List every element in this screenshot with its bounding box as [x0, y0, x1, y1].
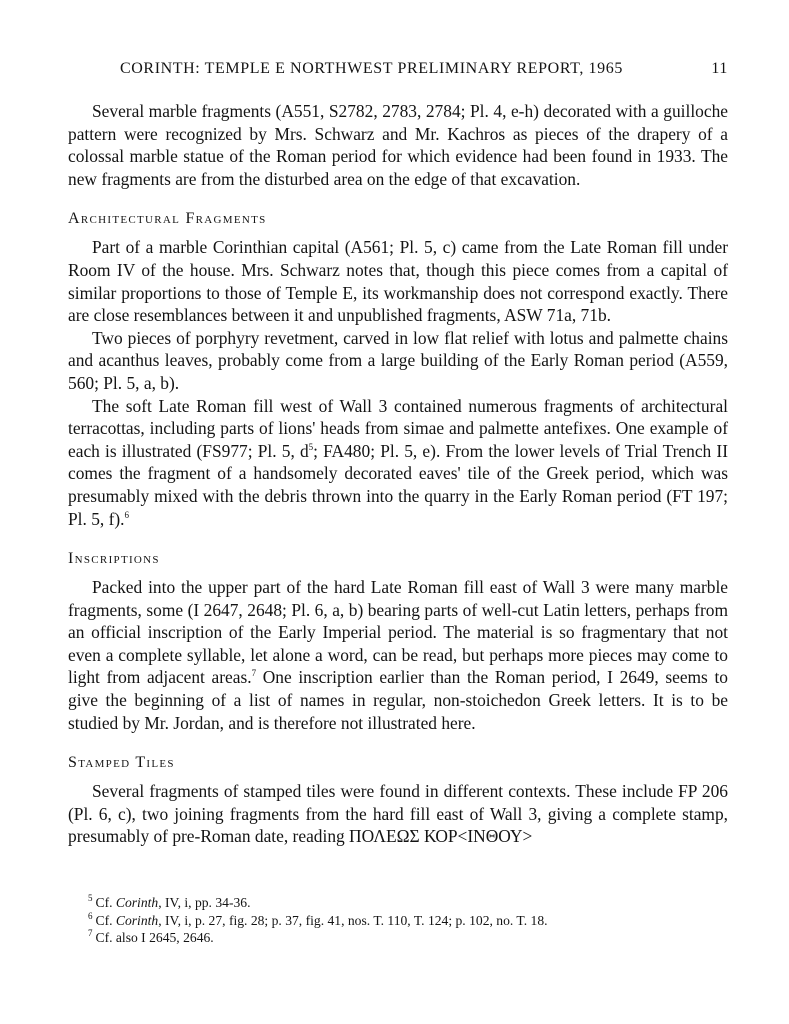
page: [68, 58, 728, 848]
footnote-italic: Corinth: [115, 895, 159, 910]
text-segment: One inscription earlier than the Roman period, I 2649, seems to give the beginning of a list of names in regular, non-stoichedon Greek letters. It is to be studied by Mr. Jordan, and is therefore not illustrated here.: [68, 667, 728, 733]
heading-architectural-fragments: Architectural Fragments: [68, 210, 267, 228]
running-title: CORINTH: TEMPLE E NORTHWEST PRELIMINARY REPORT, 1965: [120, 60, 623, 77]
text-segment: Packed into the upper part of the hard Late Roman fill east of Wall 3 were many marble fragments, some (I 2647, 2648; Pl. 6, a, b) bearing parts of well-cut Latin letters, perhaps from an official inscription of the Early Imperial period. The material is so fragmentary that not even a complete syllable, let alone a word, can be read, but perhaps more pieces may come to light from adjacent areas.: [68, 577, 728, 688]
footnote: [88, 912, 728, 930]
footnote-text: Cf. also I 2645, 2646.: [95, 930, 214, 945]
text-segment: ; FA480; Pl. 5, e). From the lower levels of Trial Trench II comes the fragment of a handsomely decorated eaves' tile of the Greek period, which was presumably mixed with the debris thrown into the quarry in the Early Roman period (FT 197; Pl. 5, f).: [68, 440, 728, 529]
running-head: [68, 58, 728, 80]
intro-paragraph: Several marble fragments (A551, S2782, 2783, 2784; Pl. 4, e-h) decorated with a guilloche pattern were recognized by Mrs. Schwarz and Mr. Kachros as pieces of the drapery of a colossal marble statue of the Roman period for which evidence had been found in 1933. The new fragments are from the disturbed area on the edge of that excavation.: [68, 101, 728, 189]
footnote-italic: Corinth: [115, 912, 159, 928]
architectural-paragraph-3: [68, 395, 728, 531]
inscriptions-paragraph: [68, 576, 728, 734]
footnote-ref-6: 6: [124, 509, 130, 520]
footnote-ref-5: 5: [308, 441, 314, 452]
footnote-ref-7: 7: [251, 668, 257, 679]
page-number: 11: [711, 60, 728, 77]
footnote-number: 5: [88, 893, 93, 904]
footnote: [88, 929, 728, 947]
heading-stamped-tiles: Stamped Tiles: [68, 754, 175, 772]
architectural-paragraph-1: Part of a marble Corinthian capital (A561; Pl. 5, c) came from the Late Roman fill under Room IV of the house. Mrs. Schwarz notes that, though this piece comes from a capital of similar proportions to those of Temple E, its workmanship does not correspond exactly. There are close resemblances between it and unpublished fragments, ASW 71a, 71b.: [68, 237, 728, 326]
footnotes: [88, 894, 728, 947]
footnote: [88, 894, 728, 912]
text-segment: The soft Late Roman fill west of Wall 3 contained numerous fragments of architectural terracottas, including parts of lions' heads from simae and palmette antefixes. One example of each is illustrated (FS977; Pl. 5, d: [68, 395, 728, 461]
footnote-text: Cf.: [95, 895, 116, 910]
footnote-text: , IV, i, p. 27, fig. 28; p. 37, fig. 41, nos. T. 110, T. 124; p. 102, no. T. 18.: [158, 912, 548, 928]
footnote-text: Cf.: [95, 912, 116, 928]
architectural-paragraph-2: Two pieces of porphyry revetment, carved in low flat relief with lotus and palmette chains and acanthus leaves, probably come from a large building of the Early Roman period (A559, 560; Pl. 5, a, b).: [68, 327, 728, 393]
footnote-text: , IV, i, pp. 34-36.: [158, 895, 251, 910]
heading-inscriptions: Inscriptions: [68, 550, 160, 568]
stamped-tiles-paragraph: Several fragments of stamped tiles were found in different contexts. These include FP 206 (Pl. 6, c), two joining fragments from the hard fill east of Wall 3, giving a complete stamp, presumably of pre-Roman date, reading ΠΟΛΕΩΣ ΚΟΡ<ΙΝΘΟΥ>: [68, 781, 728, 847]
footnote-number: 7: [88, 928, 93, 939]
footnote-number: 6: [88, 910, 93, 921]
